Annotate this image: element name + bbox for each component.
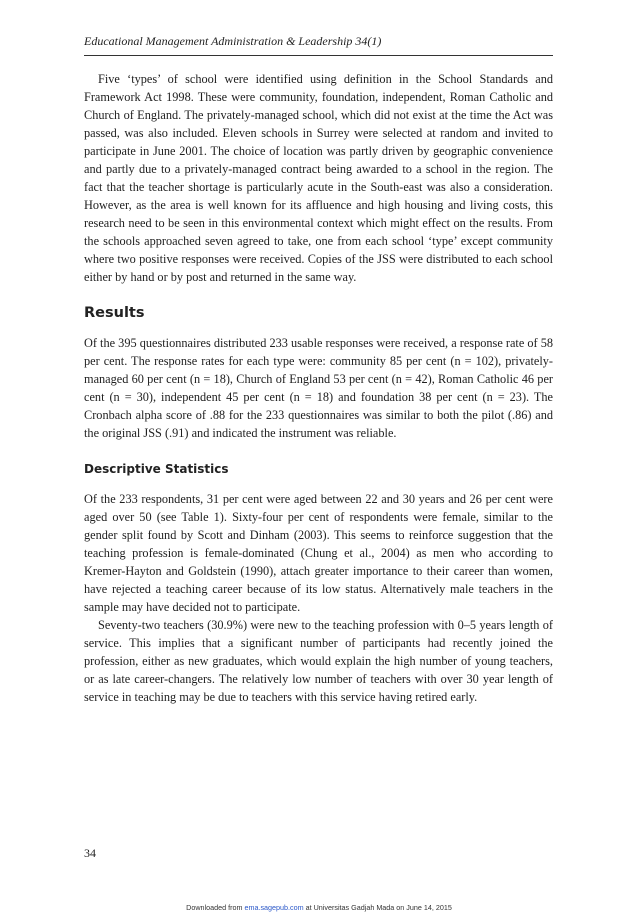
header-rule: [84, 55, 553, 56]
page-number: 34: [84, 846, 96, 860]
results-paragraph: Of the 395 questionnaires distributed 233 usable responses were received, a response rate of 58 per cent. The response rates for each type were: community 85 per cent (n = 102), privately-managed 60 per cent (n = 18), Church of England 53 per cent (n = 42), Roman Catholic 46 per cent (n = 30), independent 45 per cent (n = 18) and foundation 38 per cent (n = 23). The Cronbach alpha score of .88 for the 233 questionnaires was similar to both the pilot (.86) and the original JSS (.91) and indicated the instrument was reliable.: [84, 336, 553, 440]
descriptive-paragraph-1: Of the 233 respondents, 31 per cent were aged between 22 and 30 years and 26 per cent were aged over 50 (see Table 1). Sixty-four per cent of respondents were female, similar to the gender split found by Scott and Dinham (2003). This seems to reinforce suggestion that the teaching profession is female-dominated (Chung et al., 2004) as men who according to Kremer-Hayton and Goldstein (1990), attach greater importance to their career than women, have rejected a teaching career because of its low status. Alternatively male teachers in the sample may have decided not to participate.: [84, 492, 553, 614]
footer-link[interactable]: ema.sagepub.com: [244, 903, 304, 912]
descriptive-paragraph-2: Seventy-two teachers (30.9%) were new to the teaching profession with 0–5 years length of service. This implies that a significant number of participants had recently joined the profession, either as new graduates, which would explain the high number of young teachers, or as late career-changers. The relatively low number of teachers with over 30 year length of service in teaching may be due to teachers with this service having retired early.: [84, 618, 553, 704]
footer-suffix: at Universitas Gadjah Mada on June 14, 2015: [303, 903, 452, 912]
running-head: Educational Management Administration & Leadership 34(1): [84, 34, 382, 48]
download-footer: [0, 903, 638, 912]
descriptive-statistics-heading: Descriptive Statistics: [84, 462, 229, 476]
article-body: [84, 70, 553, 706]
results-heading: Results: [84, 305, 145, 321]
methods-paragraph: Five ‘types’ of school were identified using definition in the School Standards and Framework Act 1998. These were community, foundation, independent, Roman Catholic and Church of England. The privately-managed school, which did not exist at the time the Act was passed, was also included. Eleven schools in Surrey were selected at random and invited to participate in June 2001. The choice of location was partly driven by geographic convenience and partly due to a privately-managed contract being awarded to a school in the region. The fact that the teacher shortage is particularly acute in the South-east was also a consideration. However, as the area is well known for its affluence and high housing and living costs, this research need to be seen in this environmental context which might effect on the results. From the schools approached seven agreed to take, one from each school ‘type’ except community where two positive responses were received. Copies of the JSS were distributed to each school either by hand or by post and returned in the same way.: [84, 72, 553, 284]
footer-prefix: Downloaded from: [186, 903, 245, 912]
